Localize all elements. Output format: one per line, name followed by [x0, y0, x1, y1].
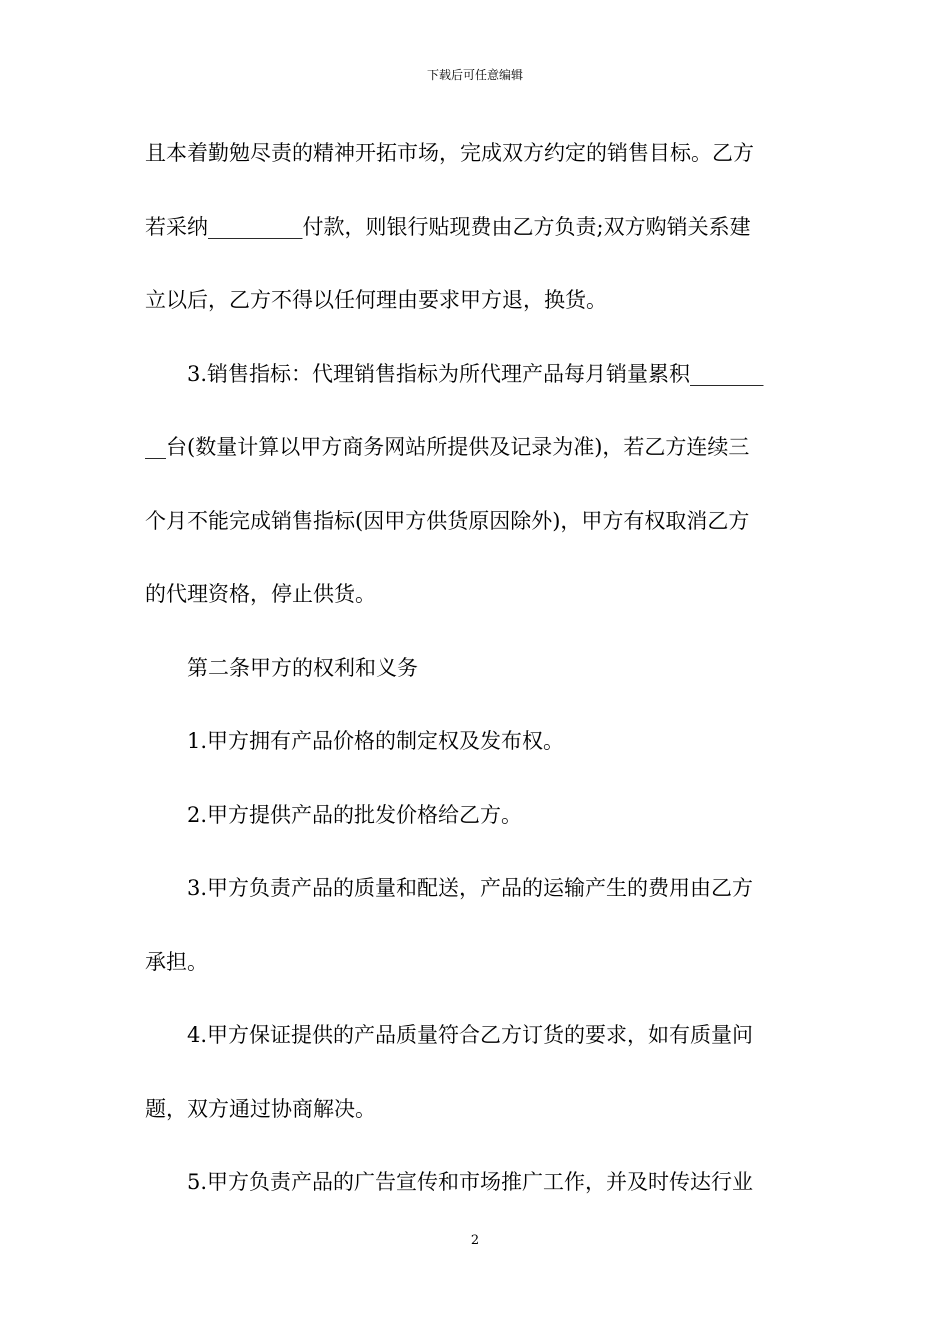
text-line: 立以后，乙方不得以任何理由要求甲方退，换货。 [145, 288, 607, 312]
text-line: 2.甲方提供产品的批发价格给乙方。 [187, 802, 523, 827]
text-line: 的代理资格，停止供货。 [145, 582, 376, 606]
text-line: 承担。 [145, 949, 208, 974]
section-heading: 第二条甲方的权利和义务 [187, 655, 418, 680]
document-body [145, 129, 809, 1232]
page-number: 2 [470, 1233, 480, 1248]
text-line: __台(数量计算以甲方商务网站所提供及记录为准)，若乙方连续三 [145, 435, 750, 459]
text-line: 题，双方通过协商解决。 [145, 1096, 376, 1121]
page-header: 下载后可任意编辑 [426, 68, 523, 82]
text-line: 4.甲方保证提供的产品质量符合乙方订货的要求，如有质量问 [187, 1023, 754, 1047]
text-line: 个月不能完成销售指标(因甲方供货原因除外)，甲方有权取消乙方 [145, 508, 750, 533]
text-line: 3.甲方负责产品的质量和配送，产品的运输产生的费用由乙方 [187, 876, 754, 900]
text-line: 3.销售指标：代理销售指标为所代理产品每月销量累积_______ [187, 361, 764, 386]
text-line: 5.甲方负责产品的广告宣传和市场推广工作，并及时传达行业 [187, 1170, 754, 1194]
text-line: 1.甲方拥有产品价格的制定权及发布权。 [187, 729, 565, 753]
text-line: 且本着勤勉尽责的精神开拓市场，完成双方约定的销售目标。乙方 [145, 141, 754, 165]
text-line: 若采纳_________付款，则银行贴现费由乙方负责;双方购销关系建 [145, 214, 751, 239]
